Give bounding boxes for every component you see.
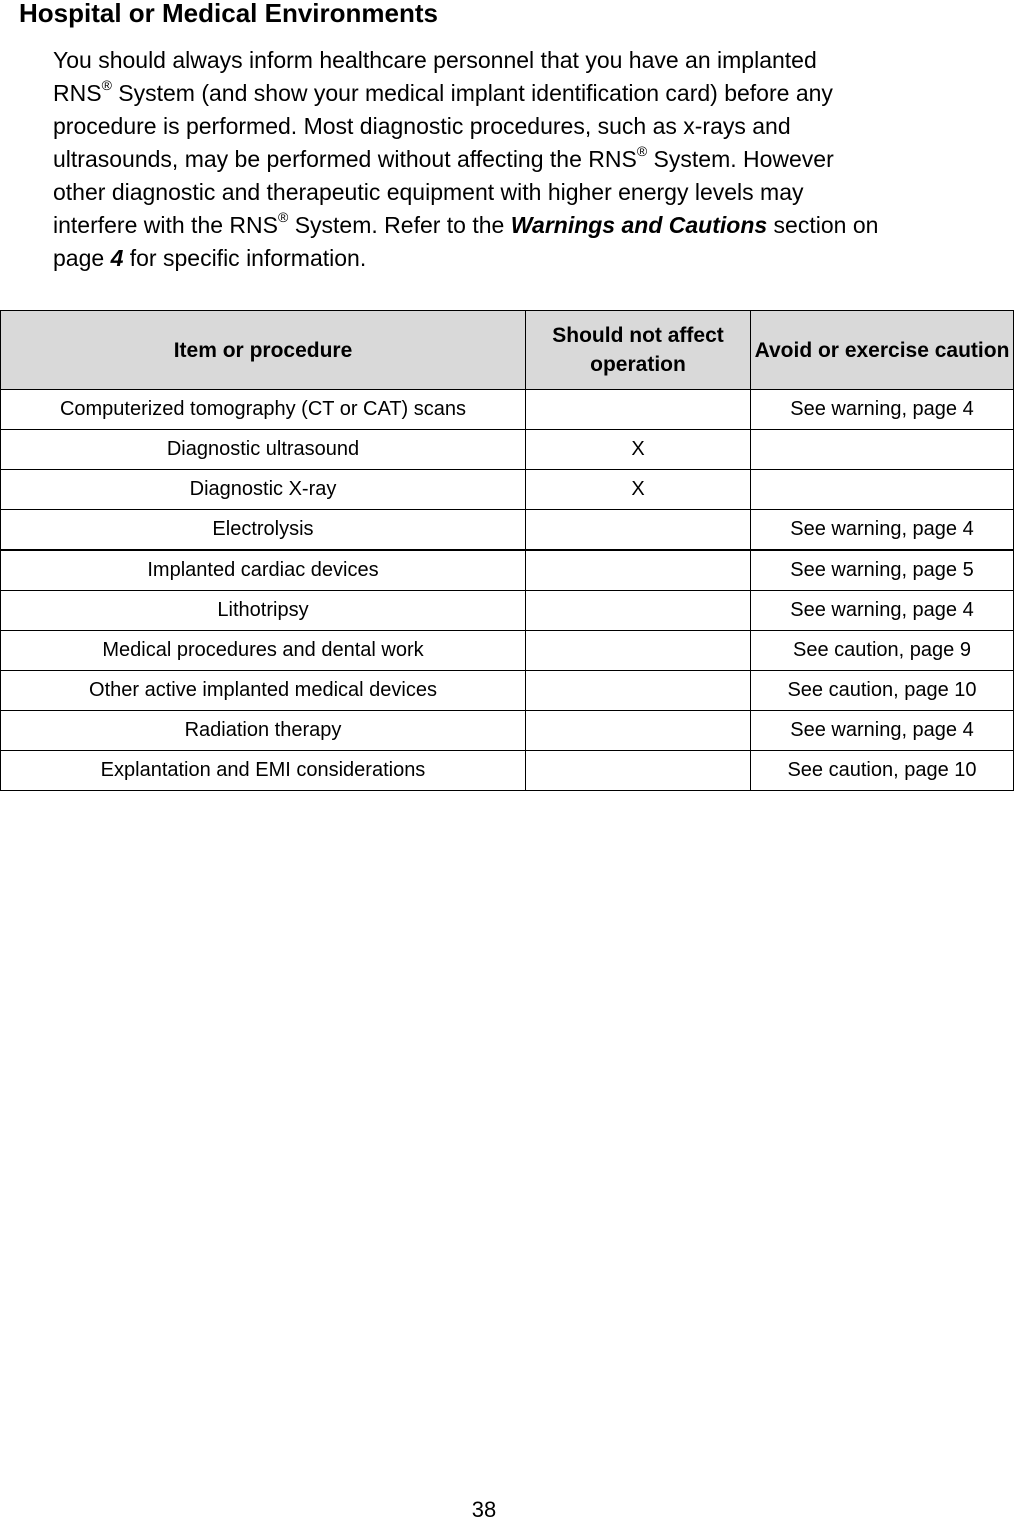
- column-header-caution: Avoid or exercise caution: [751, 311, 1014, 390]
- table-row: [1, 591, 1014, 631]
- no-effect-cell: [526, 671, 751, 711]
- table-row: [1, 390, 1014, 430]
- caution-cell: See caution, page 9: [751, 631, 1014, 671]
- caution-cell: See warning, page 4: [751, 390, 1014, 430]
- no-effect-cell: [526, 631, 751, 671]
- procedures-table: [0, 310, 1014, 791]
- item-cell: Computerized tomography (CT or CAT) scans: [1, 390, 526, 430]
- item-cell: Electrolysis: [1, 510, 526, 551]
- item-cell: Radiation therapy: [1, 711, 526, 751]
- table-row: [1, 631, 1014, 671]
- table-row: [1, 751, 1014, 791]
- intro-text: RNS: [53, 80, 102, 106]
- table-row: [1, 470, 1014, 510]
- intro-line: [53, 77, 993, 110]
- column-header-item: Item or procedure: [1, 311, 526, 390]
- item-cell: Other active implanted medical devices: [1, 671, 526, 711]
- page-number: 38: [471, 1497, 497, 1522]
- intro-line: [53, 44, 993, 77]
- no-effect-cell: [526, 711, 751, 751]
- caution-cell: [751, 470, 1014, 510]
- no-effect-cell: [526, 751, 751, 791]
- table-row: [1, 510, 1014, 551]
- intro-text: interfere with the RNS: [53, 212, 278, 238]
- no-effect-cell: [526, 591, 751, 631]
- caution-cell: See warning, page 4: [751, 711, 1014, 751]
- intro-text: ultrasounds, may be performed without affecting the RNS: [53, 146, 637, 172]
- intro-text: You should always inform healthcare personnel that you have an implanted: [53, 47, 817, 73]
- table-row: [1, 671, 1014, 711]
- item-cell: Explantation and EMI considerations: [1, 751, 526, 791]
- intro-line: [53, 242, 993, 275]
- item-cell: Lithotripsy: [1, 591, 526, 631]
- caution-cell: See warning, page 4: [751, 591, 1014, 631]
- column-header-no-effect: Should not affect operation: [526, 311, 751, 390]
- intro-text: System. However: [647, 146, 834, 172]
- section-heading: Hospital or Medical Environments: [19, 0, 438, 28]
- table-row: [1, 550, 1014, 591]
- intro-line: [53, 143, 993, 176]
- table-row: [1, 430, 1014, 470]
- item-cell: Implanted cardiac devices: [1, 550, 526, 591]
- caution-cell: See caution, page 10: [751, 751, 1014, 791]
- page-reference: 4: [110, 245, 124, 271]
- intro-line: [53, 209, 993, 242]
- intro-text: System (and show your medical implant identification card) before any: [111, 80, 833, 106]
- intro-text: System. Refer to the: [288, 212, 511, 238]
- warnings-reference: Warnings and Cautions: [510, 212, 768, 238]
- intro-text: section on: [767, 212, 879, 238]
- table-row: [1, 711, 1014, 751]
- no-effect-cell: [526, 510, 751, 551]
- intro-line: [53, 110, 993, 143]
- caution-cell: [751, 430, 1014, 470]
- intro-text: page: [53, 245, 111, 271]
- item-cell: Diagnostic ultrasound: [1, 430, 526, 470]
- item-cell: Medical procedures and dental work: [1, 631, 526, 671]
- caution-cell: See warning, page 5: [751, 550, 1014, 591]
- caution-cell: See warning, page 4: [751, 510, 1014, 551]
- registered-mark: ®: [277, 209, 289, 226]
- item-cell: Diagnostic X-ray: [1, 470, 526, 510]
- no-effect-cell: X: [526, 470, 751, 510]
- no-effect-cell: X: [526, 430, 751, 470]
- intro-paragraph: [53, 44, 993, 275]
- intro-text: other diagnostic and therapeutic equipment with higher energy levels may: [53, 179, 804, 205]
- intro-text: procedure is performed. Most diagnostic procedures, such as x-rays and: [53, 113, 791, 139]
- intro-text: for specific information.: [123, 245, 367, 271]
- no-effect-cell: [526, 550, 751, 591]
- table-header-row: [1, 311, 1014, 390]
- registered-mark: ®: [636, 143, 648, 160]
- no-effect-cell: [526, 390, 751, 430]
- caution-cell: See caution, page 10: [751, 671, 1014, 711]
- intro-line: [53, 176, 993, 209]
- registered-mark: ®: [101, 77, 112, 94]
